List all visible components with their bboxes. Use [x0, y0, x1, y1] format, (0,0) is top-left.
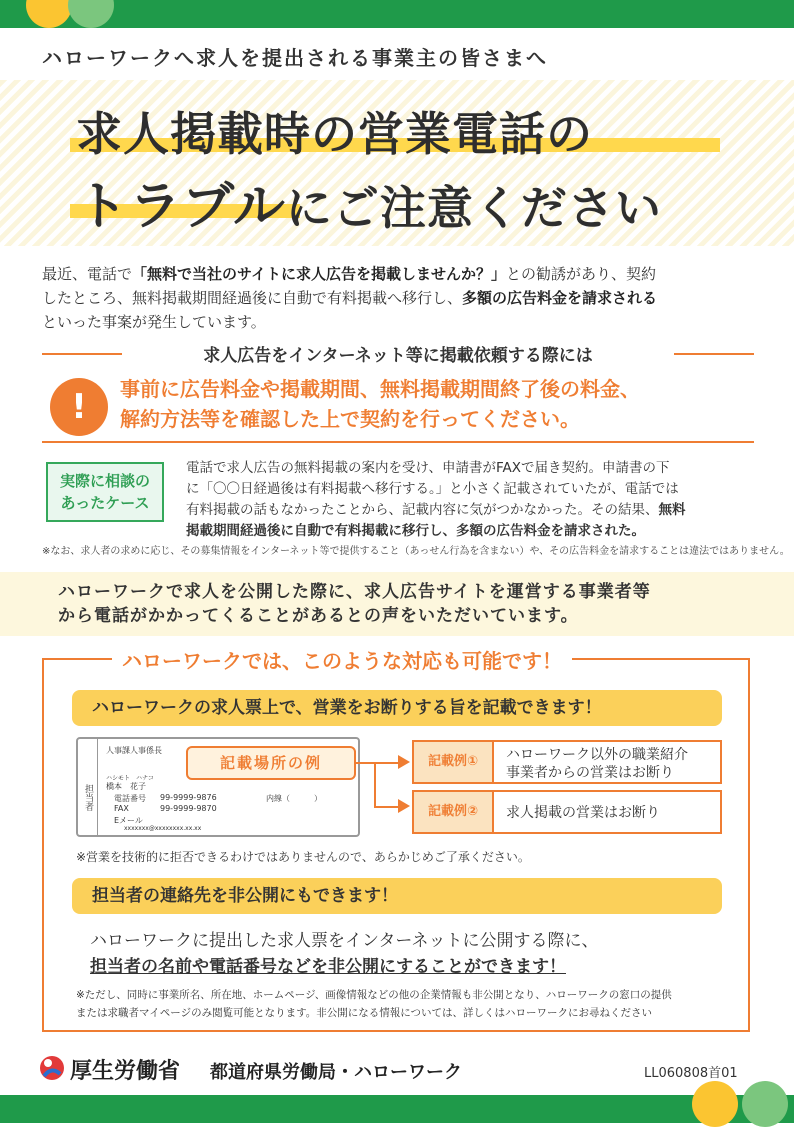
note3-l2: または求職者マイページのみ閲覧可能となります。非公開になる情報については、詳しくはハローワークにお尋ねください: [76, 1007, 653, 1019]
top-bar: [0, 0, 794, 28]
lead-p1b: 「無料で当社のサイトに求人広告を掲載しませんか？」: [132, 265, 506, 283]
case-badge: [46, 462, 164, 522]
document-code: LL060808首01: [644, 1066, 738, 1081]
top-dot-green: [68, 0, 114, 28]
exclamation-icon: !: [50, 378, 108, 436]
example-1-text: [506, 746, 688, 782]
disclose-l2: 担当者の名前や電話番号などを非公開にすることができます！: [90, 957, 566, 977]
voice-text: [58, 580, 651, 628]
arrow-stem: [356, 762, 376, 764]
section1-heading: [42, 341, 754, 367]
ministry-name: 厚生労働省: [70, 1059, 181, 1084]
voice-band: [0, 572, 794, 636]
arrow-vertical: [374, 762, 376, 808]
arrow-head-2: [398, 799, 410, 813]
alert-text: [120, 374, 640, 434]
bottom-dot-yellow: [692, 1081, 738, 1127]
example-location-label: 記載場所の例: [186, 746, 356, 780]
form-name: 橋本 花子: [106, 782, 146, 791]
form-fax-label: FAX: [114, 804, 129, 813]
section2-title: ハローワークでは、このような対応も可能です！: [112, 645, 572, 674]
example-2-tag: 記載例②: [414, 792, 494, 832]
case-l2: に「〇〇日経過後は有料掲載へ移行する。」と小さく記載されていたが、電話では: [186, 481, 679, 497]
case-l1: 電話で求人広告の無料掲載の案内を受け、申請書がFAXで届き契約。申請書の下: [186, 460, 670, 476]
section1-heading-text: 求人広告をインターネット等に掲載依頼する際には: [203, 346, 593, 366]
alert-divider: [42, 441, 754, 443]
lead-p2b: 多額の広告料金を請求される: [462, 289, 658, 307]
legal-note: ※なお、求人者の求めに応じ、その募集情報をインターネット等で提供すること（あっせん行為を含まない）や、その広告料金を請求することは違法ではありません。: [42, 546, 790, 557]
voice-l2: から電話がかかってくることがあるとの声をいただいています。: [58, 606, 579, 626]
lead-paragraph: [42, 262, 754, 334]
private-contact-bar: 担当者の連絡先を非公開にもできます！: [72, 878, 722, 914]
bottom-dot-green: [742, 1081, 788, 1127]
alert-line2: 解約方法等を確認した上で契約を行ってください。: [120, 407, 580, 431]
disclose-l1: ハローワークに提出した求人票をインターネットに公開する際に、: [90, 931, 599, 951]
case-l3: [186, 500, 754, 521]
form-email: xxxxxxx@xxxxxxxx.xx.xx: [124, 825, 202, 832]
technical-note: ※営業を技術的に拒否できるわけではありませんので、あらかじめご了承ください。: [76, 850, 530, 864]
form-email-label: Eメール: [114, 816, 143, 825]
form-side-label: 担当者: [78, 739, 98, 835]
lead-p2a: したところ、無料掲載期間経過後に自動で有料掲載へ移行し、: [42, 289, 463, 307]
arrow-branch-1: [374, 762, 400, 764]
case-l3b: 無料: [658, 502, 686, 518]
example-2: [412, 790, 722, 834]
form-tel: 99-9999-9876: [160, 793, 217, 802]
ministry-logo-icon: [38, 1052, 66, 1086]
title-trouble: トラブル: [76, 177, 286, 237]
decline-sales-bar: ハローワークの求人票上で、営業をお断りする旨を記載できます！: [72, 690, 722, 726]
organization-name: 都道府県労働局・ハローワーク: [210, 1062, 462, 1083]
note3-l1: ※ただし、同時に事業所名、所在地、ホームページ、画像情報などの他の企業情報も非公開となり、ハローワークの窓口の提供: [76, 989, 672, 1001]
arrow-branch-2: [374, 806, 400, 808]
page-title-line1: 求人掲載時の営業電話の: [76, 107, 593, 161]
title-caution: にご注意ください: [285, 181, 662, 235]
form-ext: 内線（ ）: [266, 794, 322, 803]
disclose-text: [90, 928, 598, 980]
form-dept: 人事課人事係長: [106, 746, 162, 755]
case-l4: 掲載期間経過後に自動で有料掲載に移行し、多額の広告料金を請求された。: [186, 523, 645, 539]
example-1-l1: ハローワーク以外の職業紹介: [506, 747, 688, 763]
bottom-bar: [0, 1095, 794, 1123]
example-1-l2: 事業者からの営業はお断り: [506, 765, 674, 781]
case-l3a: 有料掲載の話もなかったことから、記載内容に気がつかなかった。その結果、: [186, 502, 659, 518]
hero-title-area: [0, 80, 794, 246]
top-dot-yellow: [26, 0, 72, 28]
arrow-head-1: [398, 755, 410, 769]
form-fax: 99-9999-9870: [160, 804, 217, 813]
lead-p1c: との勧誘があり、契約: [505, 265, 656, 283]
example-1-tag: 記載例①: [414, 742, 494, 782]
intro-line: ハローワークへ求人を提出される事業主の皆さまへ: [42, 46, 548, 70]
lead-p1a: 最近、電話で: [42, 265, 133, 283]
example-1: [412, 740, 722, 784]
form-tel-label: 電話番号: [114, 794, 146, 803]
case-badge-line2: あったケース: [60, 494, 150, 512]
page-title-line2: [76, 164, 662, 239]
privacy-note: [76, 986, 736, 1022]
case-text: [186, 458, 754, 542]
case-badge-line1: 実際に相談の: [59, 472, 150, 490]
lead-p3: といった事案が発生しています。: [42, 313, 266, 331]
voice-l1: ハローワークで求人を公開した際に、求人広告サイトを運営する事業者等: [58, 582, 651, 602]
example-2-text: 求人掲載の営業はお断り: [506, 805, 660, 821]
form-kana: ハシモト ハナコ: [106, 775, 154, 782]
alert-line1: 事前に広告料金や掲載期間、無料掲載期間終了後の料金、: [120, 377, 640, 401]
